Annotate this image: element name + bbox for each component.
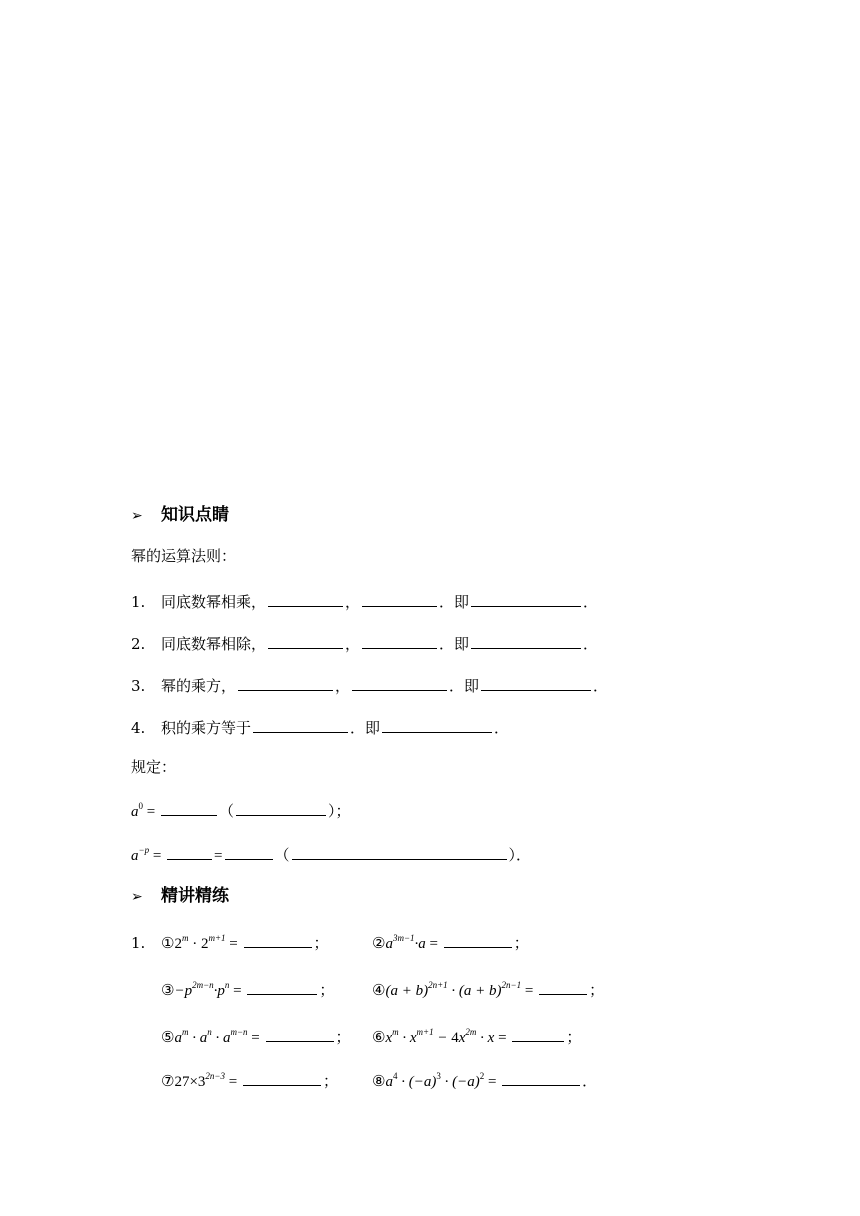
answer-blank[interactable] — [247, 978, 317, 995]
answer-blank[interactable] — [471, 590, 581, 607]
answer-blank[interactable] — [502, 1069, 580, 1086]
formula-7: $27\times 3^{2n-3}$ = — [174, 1071, 241, 1090]
problem-item-4: ④(a + $b)^{2n+1} \cdot (a + b)^{2n-1}$ = ； — [372, 980, 605, 999]
formula-a0: $a^0$ — [131, 801, 143, 820]
answer-blank[interactable] — [362, 590, 437, 607]
formula-4: $(a + b)^{2n+1} \cdot (a + b)^{2n-1}$ — [385, 980, 522, 999]
answer-blank[interactable] — [243, 1069, 321, 1086]
section-heading-practice — [131, 886, 229, 907]
answer-blank[interactable] — [268, 632, 343, 649]
answer-blank[interactable] — [481, 674, 591, 691]
answer-blank[interactable] — [253, 716, 348, 733]
answer-blank[interactable] — [161, 799, 217, 816]
section-title: 精讲精练 — [161, 886, 229, 906]
problem-item-5: $⑤a^m \cdot a^n \cdot a^{m-n}$ = ； — [161, 1027, 351, 1046]
formula-a-neg-p: $a^{-p}$ — [131, 845, 150, 864]
formula-2: $a^{3m-1}\cdot a$ — [385, 933, 426, 952]
section-heading-knowledge — [131, 505, 229, 526]
problem-item-8: $⑧a^4 \cdot (-a)^3 \cdot (-a)^2$ = ． — [372, 1071, 598, 1090]
answer-blank[interactable] — [244, 931, 312, 948]
answer-blank[interactable] — [362, 632, 437, 649]
answer-blank[interactable] — [225, 843, 273, 860]
problem-row-1: 1. $①2^m \cdot 2^{m+1}$ = ； — [131, 933, 329, 952]
answer-blank[interactable] — [471, 632, 581, 649]
rule-3: 3. 幂的乘方， ， ．即 ． — [131, 674, 608, 696]
answer-blank[interactable] — [292, 843, 507, 860]
answer-blank[interactable] — [268, 590, 343, 607]
rule-4: 4. 积的乘方等于 ．即 ． — [131, 716, 509, 738]
problem-item-3: $③-p^{2m-n}\cdot p^n$ = ； — [161, 980, 335, 999]
formula-8: $a^4 \cdot (-a)^3 \cdot (-a)^2$ — [385, 1071, 485, 1090]
rule-a-neg-p: $a^{-p}$ = = （ ）． — [131, 845, 532, 864]
formula-6: $x^m \cdot x^{m+1} - 4x^{2m} \cdot x$ — [385, 1027, 495, 1046]
arrow-bullet-icon: ➢ — [131, 508, 143, 524]
rule-2: 2. 同底数幂相除， ， ．即 ． — [131, 632, 598, 654]
answer-blank[interactable] — [266, 1025, 334, 1042]
rule-a-zero: $a^0$ = （ ）； — [131, 801, 351, 820]
intro-text: 幂的运算法则： — [131, 547, 237, 565]
problem-item-6: $⑥x^m \cdot x^{m+1} - 4x^{2m} \cdot x$ = ； — [372, 1027, 582, 1046]
formula-1: $2^m \cdot 2^{m+1}$ = — [174, 933, 242, 952]
answer-blank[interactable] — [236, 799, 326, 816]
formula-5: $a^m \cdot a^n \cdot a^{m-n}$ — [174, 1027, 248, 1046]
answer-blank[interactable] — [539, 978, 587, 995]
formula-3: $-p^{2m-n}\cdot p^n$ — [174, 980, 230, 999]
answer-blank[interactable] — [352, 674, 447, 691]
arrow-bullet-icon: ➢ — [131, 889, 143, 905]
problem-item-2: $②a^{3m-1}\cdot a$ = ； — [372, 933, 529, 952]
answer-blank[interactable] — [444, 931, 512, 948]
answer-blank[interactable] — [382, 716, 492, 733]
answer-blank[interactable] — [512, 1025, 564, 1042]
answer-blank[interactable] — [167, 843, 212, 860]
section-title: 知识点睛 — [161, 505, 229, 525]
problem-item-7: $⑦27\times 3^{2n-3}$ = ； — [161, 1071, 338, 1090]
rule-1: 1. 同底数幂相乘， ， ．即 ． — [131, 590, 598, 612]
answer-blank[interactable] — [238, 674, 333, 691]
rule-label: 规定： — [131, 758, 177, 776]
